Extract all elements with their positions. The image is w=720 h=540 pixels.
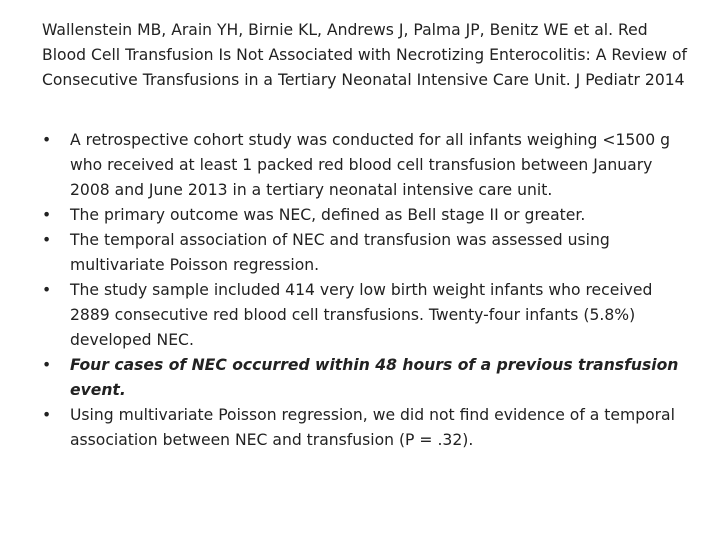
list-item — [42, 128, 682, 203]
bullet-text: A retrospective cohort study was conducted for all infants weighing <1500 g who received at least 1 packed red blood cell transfusion between January 2008 and June 2013 in a tertiary neonatal intensive care unit. — [70, 131, 671, 199]
bullet-text: The primary outcome was NEC, defined as Bell stage II or greater. — [70, 206, 586, 224]
bullet-icon: • — [42, 356, 52, 374]
list-item-emphasized — [42, 353, 682, 403]
bullet-icon: • — [42, 406, 52, 424]
bullet-icon: • — [42, 206, 52, 224]
list-item — [42, 278, 682, 353]
findings-list — [42, 128, 682, 453]
list-item — [42, 228, 682, 278]
bullet-text: The temporal association of NEC and transfusion was assessed using multivariate Poisson regression. — [70, 231, 610, 274]
list-item — [42, 203, 682, 228]
bullet-icon: • — [42, 231, 52, 249]
bullet-icon: • — [42, 281, 52, 299]
list-item — [42, 403, 682, 453]
citation-text: Wallenstein MB, Arain YH, Birnie KL, Andrews J, Palma JP, Benitz WE et al. Red Blood Cell Transfusion Is Not Associated with Necrotizing Enterocolitis: A Review of Consecutive Transfusions in a Tertiary Neonatal Intensive Care Unit. J Pediatr 2014 — [42, 21, 687, 89]
bullet-icon: • — [42, 131, 52, 149]
bullet-text: The study sample included 414 very low birth weight infants who received 2889 consecutive red blood cell transfusions. Twenty-four infants (5.8%) developed NEC. — [70, 281, 653, 349]
bullet-text: Four cases of NEC occurred within 48 hours of a previous transfusion event. — [70, 356, 679, 399]
bullet-text: Using multivariate Poisson regression, we did not find evidence of a temporal association between NEC and transfusion (P = .32). — [70, 406, 675, 449]
